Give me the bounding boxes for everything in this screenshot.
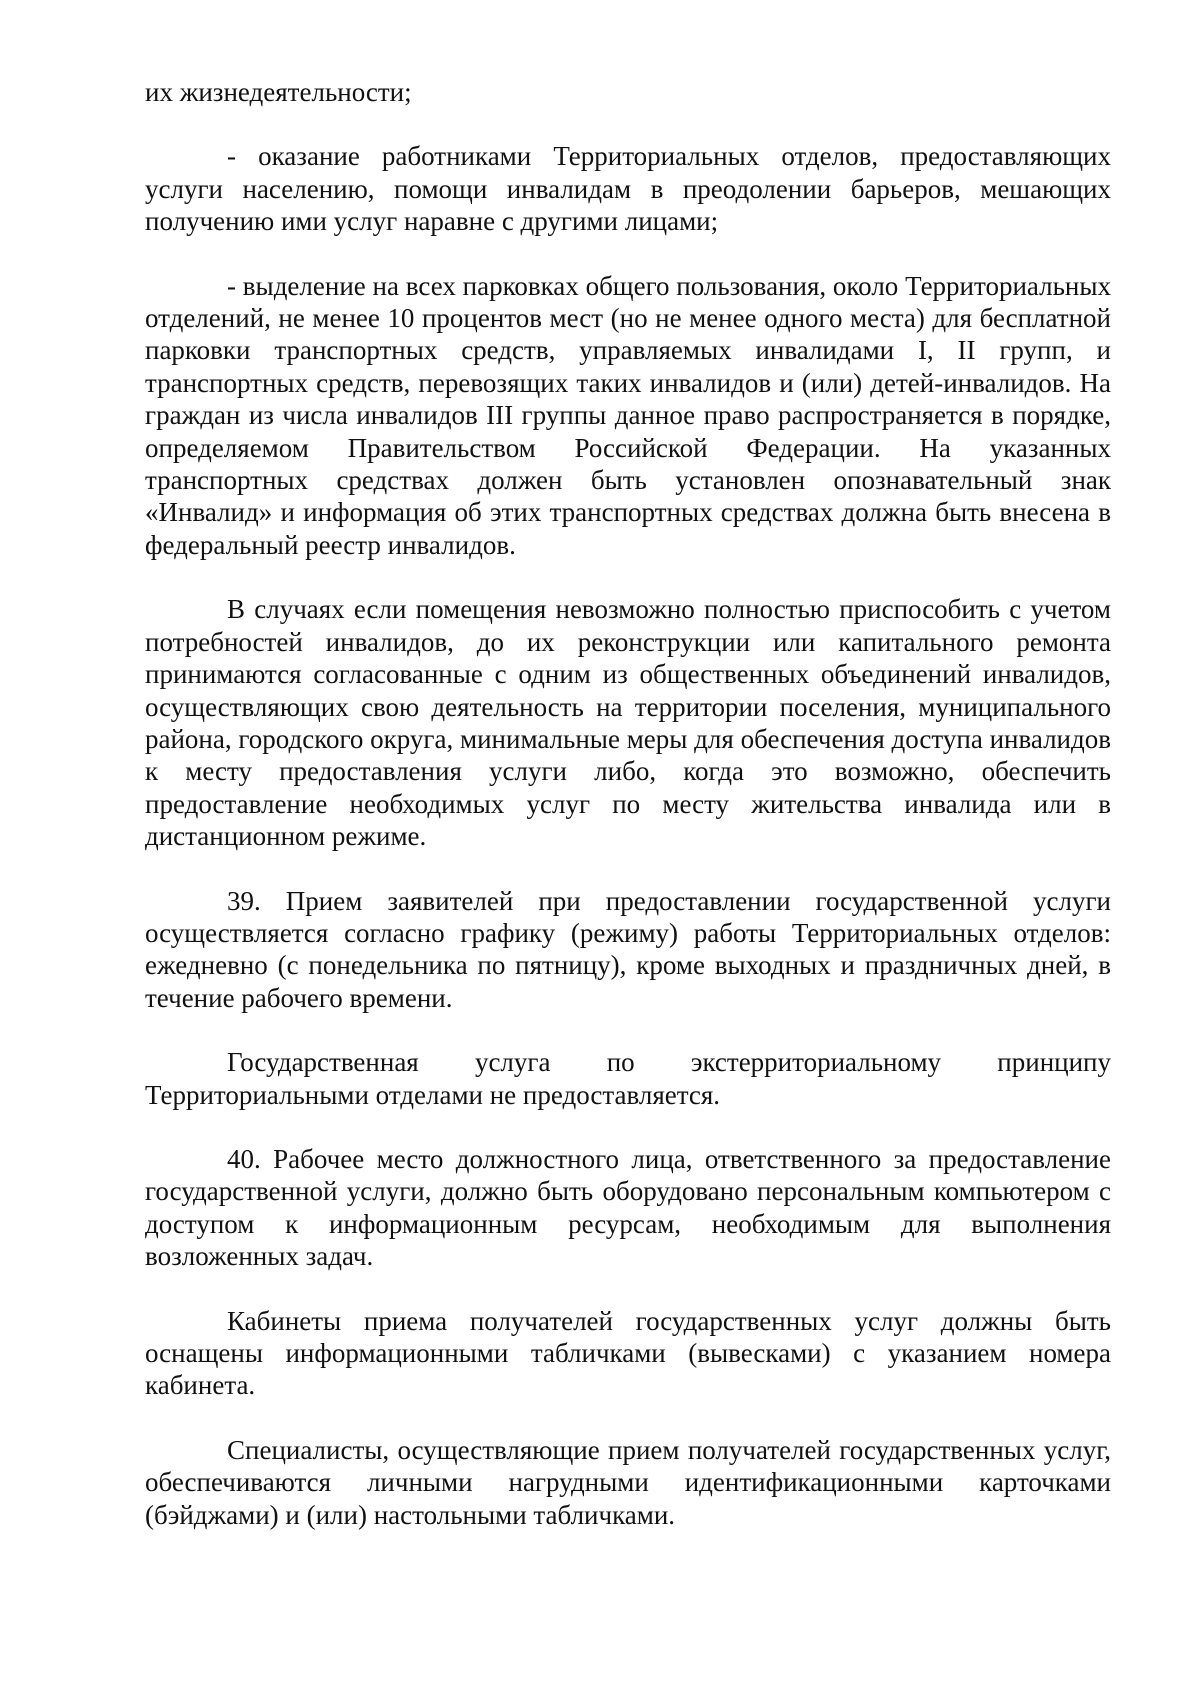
- paragraph-accessibility: В случаях если помещения невозможно полностью приспособить с учетом потребностей инвалидов, до их реконструкции или капитального ремонта принимаются согласованные с одним из общественных объединений инвалидов, осуществляющих свою деятельность на территории поселения, муниципального района, городского округа, минимальные меры для обеспечения доступа инвалидов к месту предоставления услуги либо, когда это возможно, обеспечить предоставление необходимых услуг по месту жительства инвалида или в дистанционном режиме.: [145, 594, 1111, 852]
- paragraph-extraterritorial: Государственная услуга по экстерриториальному принципу Территориальными отделами не предоставляется.: [145, 1047, 1111, 1110]
- paragraph-assistance: - оказание работниками Территориальных отделов, предоставляющих услуги населению, помощи инвалидам в преодолении барьеров, мешающих получению ими услуг наравне с другими лицами;: [145, 141, 1111, 237]
- paragraph-cabinets: Кабинеты приема получателей государственных услуг должны быть оснащены информационными табличками (вывесками) с указанием номера кабинета.: [145, 1305, 1111, 1401]
- document-body: [145, 76, 1111, 1563]
- paragraph-parking: - выделение на всех парковках общего пользования, около Территориальных отделений, не менее 10 процентов мест (но не менее одного места) для бесплатной парковки транспортных средств, управляемых инвалидами I, II групп, и транспортных средств, перевозящих таких инвалидов и (или) детей-инвалидов. На граждан из числа инвалидов III группы данное право распространяется в порядке, определяемом Правительством Российской Федерации. На указанных транспортных средствах должен быть установлен опознавательный знак «Инвалид» и информация об этих транспортных средствах должна быть внесена в федеральный реестр инвалидов.: [145, 270, 1111, 560]
- paragraph-continuation: их жизнедеятельности;: [145, 77, 412, 107]
- paragraph-item-40: 40. Рабочее место должностного лица, ответственного за предоставление государственной услуги, должно быть оборудовано персональным компьютером с доступом к информационным ресурсам, необходимым для выполнения возложенных задач.: [145, 1143, 1111, 1272]
- paragraph-specialists: Специалисты, осуществляющие прием получателей государственных услуг, обеспечиваются личными нагрудными идентификационными карточками (бэйджами) и (или) настольными табличками.: [145, 1434, 1111, 1530]
- paragraph-item-39: 39. Прием заявителей при предоставлении государственной услуги осуществляется согласно графику (режиму) работы Территориальных отделов: ежедневно (с понедельника по пятницу), кроме выходных и праздничных дней, в течение рабочего времени.: [145, 885, 1111, 1013]
